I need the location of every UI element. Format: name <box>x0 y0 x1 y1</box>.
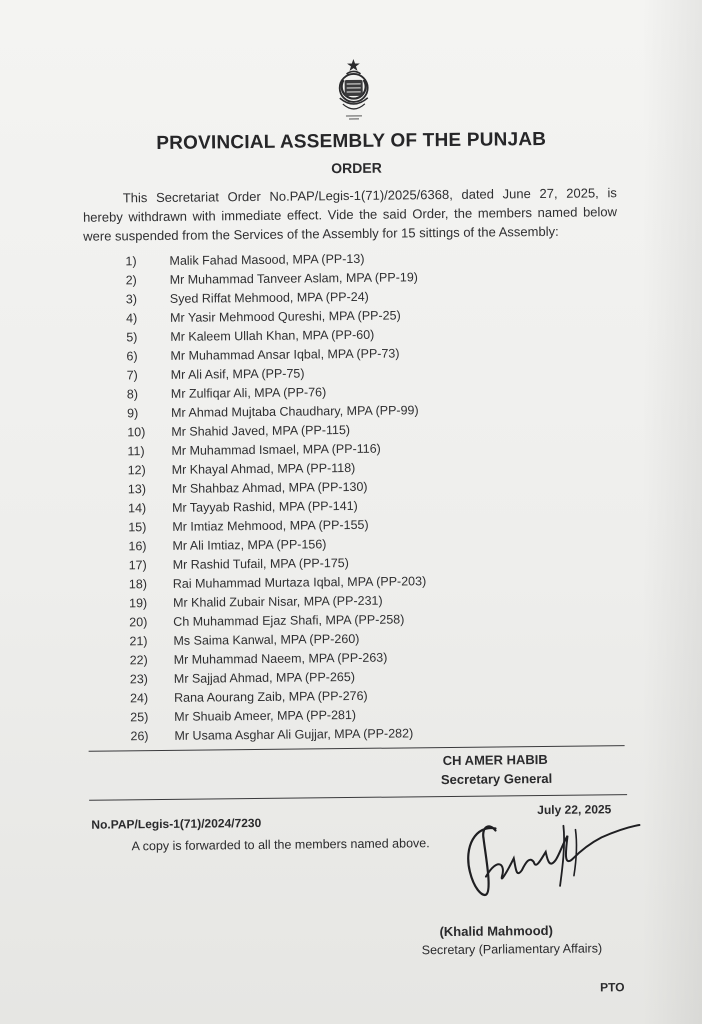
divider-upper <box>89 745 625 752</box>
officer-title: Secretary (Parliamentary Affairs) <box>421 941 603 958</box>
handwritten-signature-icon <box>455 815 646 912</box>
assembly-emblem-icon <box>333 58 374 122</box>
reference-number: No.PAP/Legis-1(71)/2024/7230 <box>91 815 262 832</box>
assembly-title: PROVINCIAL ASSEMBLY OF THE PUNJAB <box>156 128 547 155</box>
divider-lower <box>89 794 627 801</box>
endorsement-date: July 22, 2025 <box>537 802 612 818</box>
suspended-members-list: 1) Malik Fahad Masood, MPA (PP-13) 2) Mr Muhammad Tanveer Aslam, MPA (PP-19) 3) Syed Riffat Mehmood, MPA (PP-24) 4) Mr Yasir Mehmood Qureshi, MPA (PP-25) 5) Mr Kaleem Ullah Khan, MPA (PP-60) 6) Mr Muhammad Ansar Iqbal, MPA (PP-73) 7) Mr Ali Asif, MPA (PP-75) 8) Mr Zulfiqar Ali, MPA (PP-76) 9) Mr Ahmad Mujtaba Chaudhary, MPA (PP-99) 10) Mr Shahid Javed, MPA (PP-115) 11) Mr Muhammad Ismael, MPA (PP-116) 12) Mr Khayal Ahmad, MPA (PP-118) 13) Mr Shahbaz Ahmad, MPA (PP-130) 14) Mr Tayyab Rashid, MPA (PP-141) 15) Mr Imtiaz Mehmood, MPA (PP-155) 16) Mr Ali Imtiaz, MPA (PP-156) 17) Mr Rashid Tufail, MPA (PP-175) 18) Rai Muhammad Murtaza Iqbal, MPA (PP-203) 19) Mr Khalid Zubair Nisar, MPA (PP-231) 20) Ch Muhammad Ejaz Shafi, MPA (PP-258) 21) Ms Saima Kanwal, MPA (PP-260) 22) Mr Muhammad Naeem, MPA (PP-263) 23) Mr Sajjad Ahmad, MPA (PP-265) 24) Rana Aourang Zaib, MPA (PP-276) 25) Mr Shuaib Ameer, MPA (PP-281) 26) Mr Usama Asghar Ali Gujjar, MPA (PP-282) <box>125 251 427 744</box>
intro-line-2: hereby withdrawn with immediate effect. Vide the said Order, the members named below <box>82 204 618 225</box>
intro-line-3: were suspended from the Services of the Assembly for 15 sittings of the Assembly: <box>83 223 559 244</box>
order-heading: ORDER <box>331 159 382 177</box>
signatory-name: CH AMER HABIB <box>442 751 548 769</box>
order-intro-paragraph <box>83 183 618 246</box>
forwarding-note: A copy is forwarded to all the members named above. <box>131 836 430 854</box>
officer-name: (Khalid Mahmood) <box>439 922 553 940</box>
pto-label: PTO <box>600 980 625 995</box>
signatory-title: Secretary General <box>440 770 553 788</box>
intro-line-1: This Secretariat Order No.PAP/Legis-1(71)/2025/6368, dated June 27, 2025, is <box>122 185 617 206</box>
